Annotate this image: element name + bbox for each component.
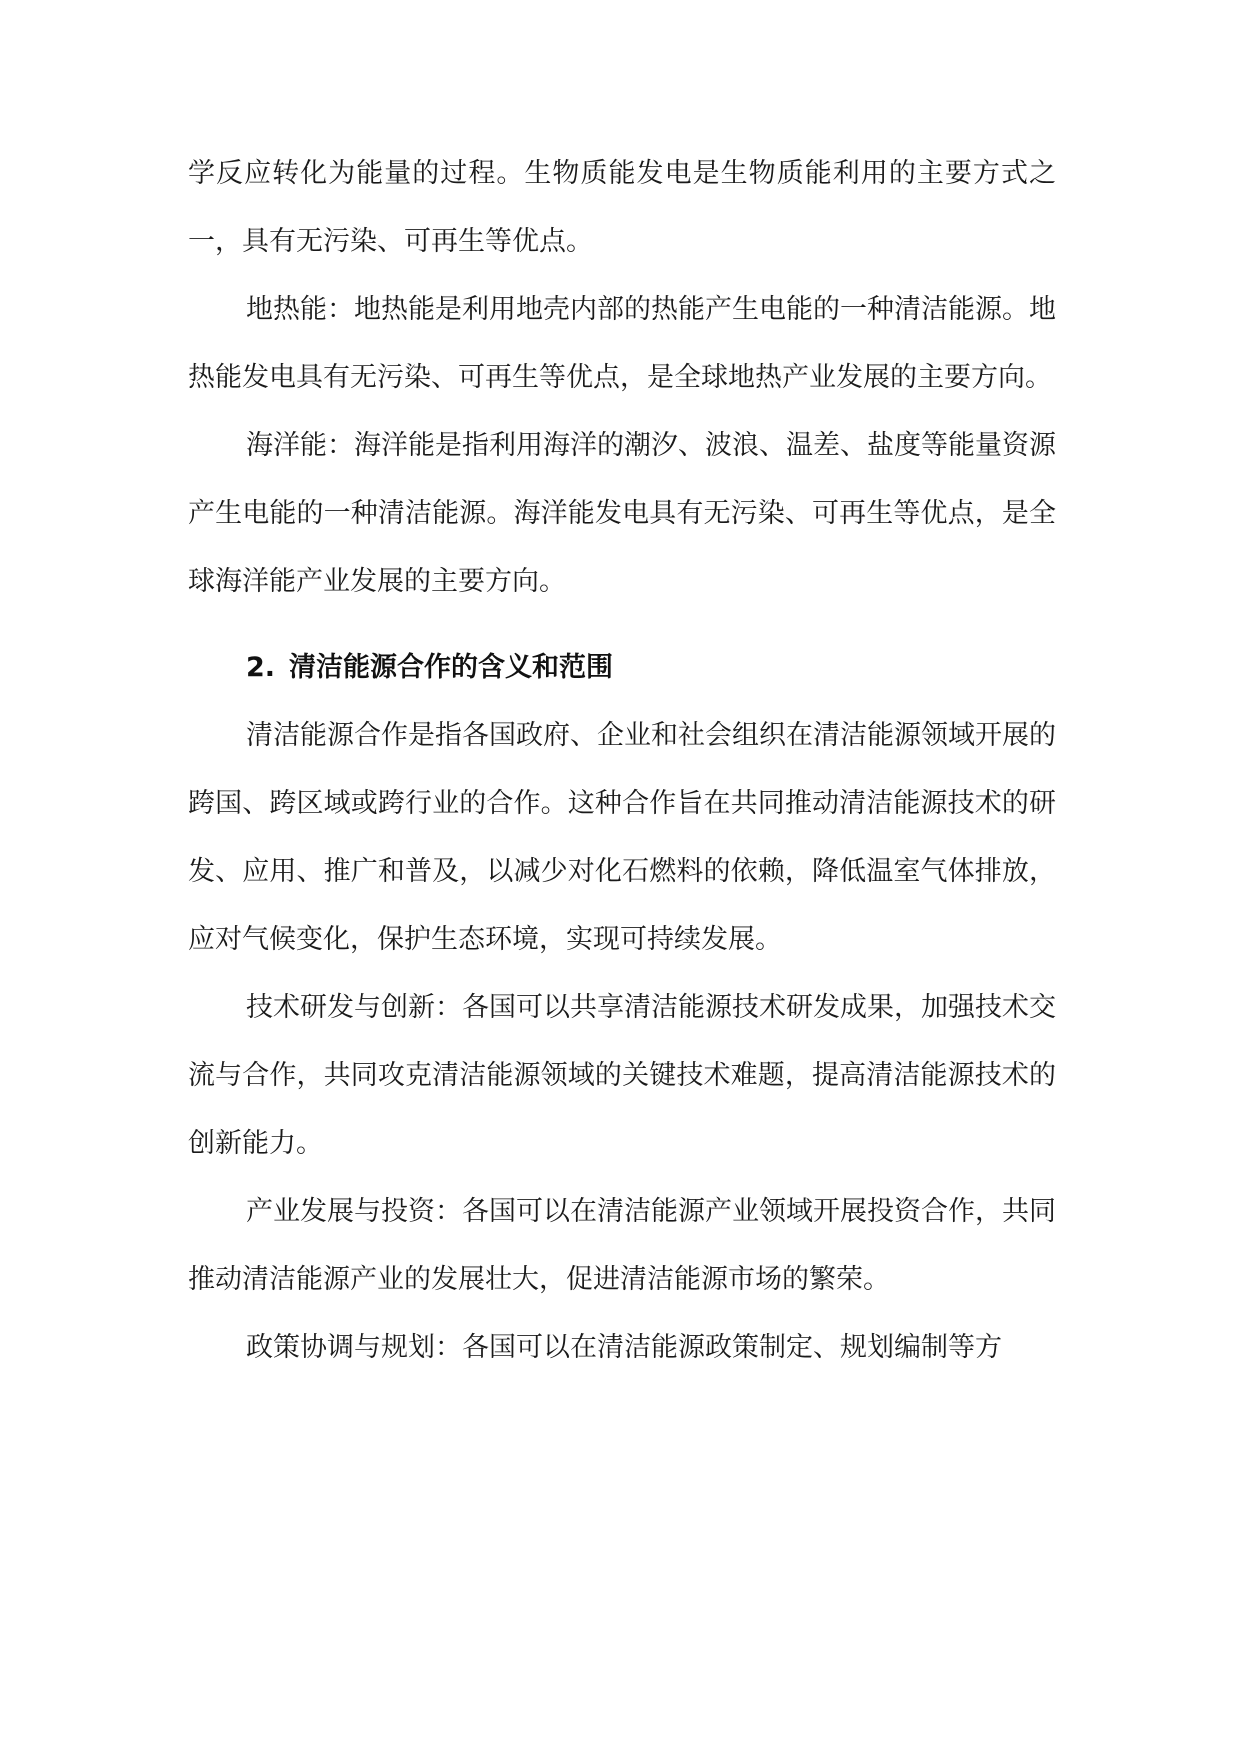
- section-heading: [188, 634, 1056, 702]
- paragraph-cooperation-definition: 清洁能源合作是指各国政府、企业和社会组织在清洁能源领域开展的跨国、跨区域或跨行业的合作。这种合作旨在共同推动清洁能源技术的研发、应用、推广和普及，以减少对化石燃料的依赖，降低温室气体排放，应对气候变化，保护生态环境，实现可持续发展。: [188, 720, 1056, 955]
- paragraph-geothermal: 地热能：地热能是利用地壳内部的热能产生电能的一种清洁能源。地热能发电具有无污染、可再生等优点，是全球地热产业发展的主要方向。: [188, 294, 1056, 393]
- document-body: [188, 140, 1056, 1382]
- paragraph-ocean-energy: 海洋能：海洋能是指利用海洋的潮汐、波浪、温差、盐度等能量资源产生电能的一种清洁能源。海洋能发电具有无污染、可再生等优点，是全球海洋能产业发展的主要方向。: [188, 430, 1056, 597]
- paragraph-tech-rnd: 技术研发与创新：各国可以共享清洁能源技术研发成果，加强技术交流与合作，共同攻克清洁能源领域的关键技术难题，提高清洁能源技术的创新能力。: [188, 992, 1056, 1159]
- section-title: 清洁能源合作的含义和范围: [289, 652, 614, 683]
- paragraph-industry-investment: 产业发展与投资：各国可以在清洁能源产业领域开展投资合作，共同推动清洁能源产业的发展壮大，促进清洁能源市场的繁荣。: [188, 1196, 1056, 1295]
- section-number: 2.: [246, 652, 276, 683]
- paragraph-biomass-continuation: 学反应转化为能量的过程。生物质能发电是生物质能利用的主要方式之一，具有无污染、可再生等优点。: [188, 158, 1056, 257]
- paragraph-policy-planning: 政策协调与规划：各国可以在清洁能源政策制定、规划编制等方: [246, 1332, 1002, 1363]
